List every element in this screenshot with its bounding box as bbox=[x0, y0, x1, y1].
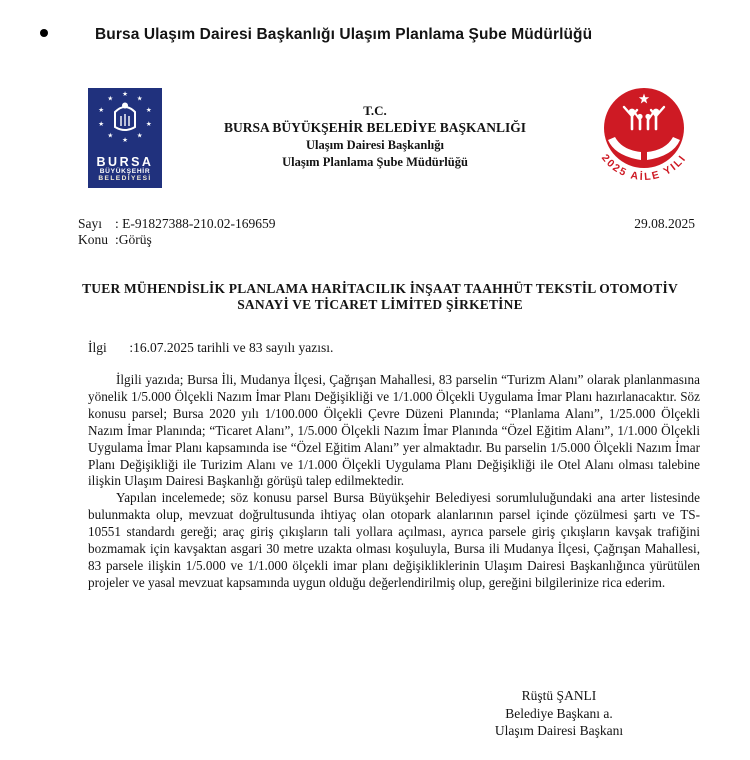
bursa-logo-text bbox=[88, 156, 162, 183]
header-department: Ulaşım Dairesi Başkanlığı bbox=[306, 138, 444, 152]
header-tc: T.C. bbox=[363, 103, 387, 118]
signer-name: Rüştü ŞANLI bbox=[521, 688, 597, 703]
svg-text:★: ★ bbox=[145, 105, 152, 114]
svg-text:★: ★ bbox=[107, 131, 114, 140]
city-gate-icon bbox=[115, 103, 135, 131]
page-title: Bursa Ulaşım Dairesi Başkanlığı Ulaşım Planlama Şube Müdürlüğü bbox=[95, 26, 593, 43]
konu-row bbox=[78, 232, 695, 248]
letterhead bbox=[88, 88, 700, 190]
signature-block bbox=[428, 687, 690, 740]
konu-label: Konu bbox=[78, 232, 108, 247]
bursa-logo-line: BELEDİYESİ bbox=[98, 175, 152, 183]
svg-text:★: ★ bbox=[136, 94, 143, 103]
aile-yili-icon bbox=[588, 86, 700, 190]
konu-value: :Görüş bbox=[115, 232, 152, 247]
signer-title-1: Belediye Başkanı a. bbox=[505, 705, 613, 721]
bursa-municipality-logo bbox=[88, 88, 162, 188]
svg-text:★: ★ bbox=[98, 105, 105, 114]
svg-text:★: ★ bbox=[122, 90, 128, 98]
bursa-logo-line: BURSA bbox=[96, 155, 154, 170]
aile-yili-2025-logo bbox=[588, 86, 700, 190]
bursa-emblem-icon bbox=[88, 89, 162, 147]
signer-title-2: Ulaşım Dairesi Başkanı bbox=[494, 723, 624, 738]
header-branch: Ulaşım Planlama Şube Müdürlüğü bbox=[282, 155, 468, 169]
ilgi-label: İlgi bbox=[88, 340, 107, 355]
letter-body bbox=[88, 372, 700, 592]
bursa-logo-line: BÜYÜKŞEHİR bbox=[99, 168, 151, 176]
document-list-item bbox=[40, 26, 720, 44]
sayi-value: : E-91827388-210.02-169659 bbox=[115, 216, 276, 231]
reference-line bbox=[88, 340, 333, 356]
aile-yili-curved-text: 2025 AİLE YILI bbox=[598, 152, 690, 184]
letterhead-center bbox=[162, 88, 588, 171]
sayi-label: Sayı bbox=[78, 216, 103, 231]
svg-text:★: ★ bbox=[122, 136, 128, 144]
bullet-icon bbox=[40, 29, 48, 37]
document-date: 29.08.2025 bbox=[634, 216, 695, 231]
body-paragraph-2: Yapılan incelemede; söz konusu parsel Bursa Büyükşehir Belediyesi sorumluluğundaki ana arter listesinde bulunmakta olup, mevzuat doğrultusunda ihtiyaç olan otopark alanlarının parsel içinde çözülmesi şartı ve TS-10551 standardı gereği; araç giriş çıkışların tali yollara açılması, ayrıca parsele giriş çıkışların kavşak trafiğini bozmamak için kavşaktan asgari 30 metre uzakta olması koşuluyla, Bursa ili Mudanya İlçesi, Çağrışan Mahallesi, 83 parsele ilişkin 1/5.000 ve 1/1.000 ölçekli imar planı değişikliklerinin Ulaşım Dairesi Başkanlığınca yürütülen projeler ve yasal mevzuat kapsamında uygun olduğu değerlendirilmiş olup, gereğini bilgilerinize rica ederim. bbox=[88, 490, 700, 590]
svg-text:★: ★ bbox=[136, 131, 143, 140]
sayi-row bbox=[78, 216, 695, 232]
body-paragraph-1: İlgili yazıda; Bursa İli, Mudanya İlçesi, Çağrışan Mahallesi, 83 parselin “Turizm Alanı” olarak planlanmasına yönelik 1/5.000 Ölçekli Nazım İmar Planı Değişikliği ve 1/1.000 Ölçekli Uygulama İmar Planı hazırlanacaktır. Söz konusu parsel; Bursa 2020 yılı 1/100.000 Ölçekli Çevre Düzeni Planında; “Planlama Alanı”, 1/25.000 Ölçekli Nazım İmar Planında; “Ticaret Alanı”, 1/5.000 Ölçekli Nazım İmar Planında “Özel Eğitim Alanı”, 1/1.000 Ölçekli Uygulama İmar Planı kapsamında ise “Özel Eğitim Alanı” yer almaktadır. Bu parselin 1/5.000 Ölçekli Nazım İmar Planı Değişikliği ile Turizim Alanı ve 1/1.000 Ölçekli Uygulama Planı Değişikliği ile Otel Alanı olması talebine ilişkin Ulaşım Dairesi Başkanlığı görüşü talep edilmektedir. bbox=[88, 372, 700, 489]
svg-text:★: ★ bbox=[145, 120, 152, 129]
document-meta bbox=[78, 216, 695, 248]
ilgi-value: :16.07.2025 tarihli ve 83 sayılı yazısı. bbox=[129, 340, 334, 355]
svg-text:★: ★ bbox=[107, 94, 114, 103]
svg-text:★: ★ bbox=[98, 120, 105, 129]
addressee: TUER MÜHENDİSLİK PLANLAMA HARİTACILIK İNŞAAT TAAHHÜT TEKSTİL OTOMOTİV SANAYİ VE TİCARET LİMİTED ŞİRKETİNE bbox=[82, 281, 678, 312]
header-municipality: BURSA BÜYÜKŞEHİR BELEDİYE BAŞKANLIĞI bbox=[224, 120, 526, 135]
